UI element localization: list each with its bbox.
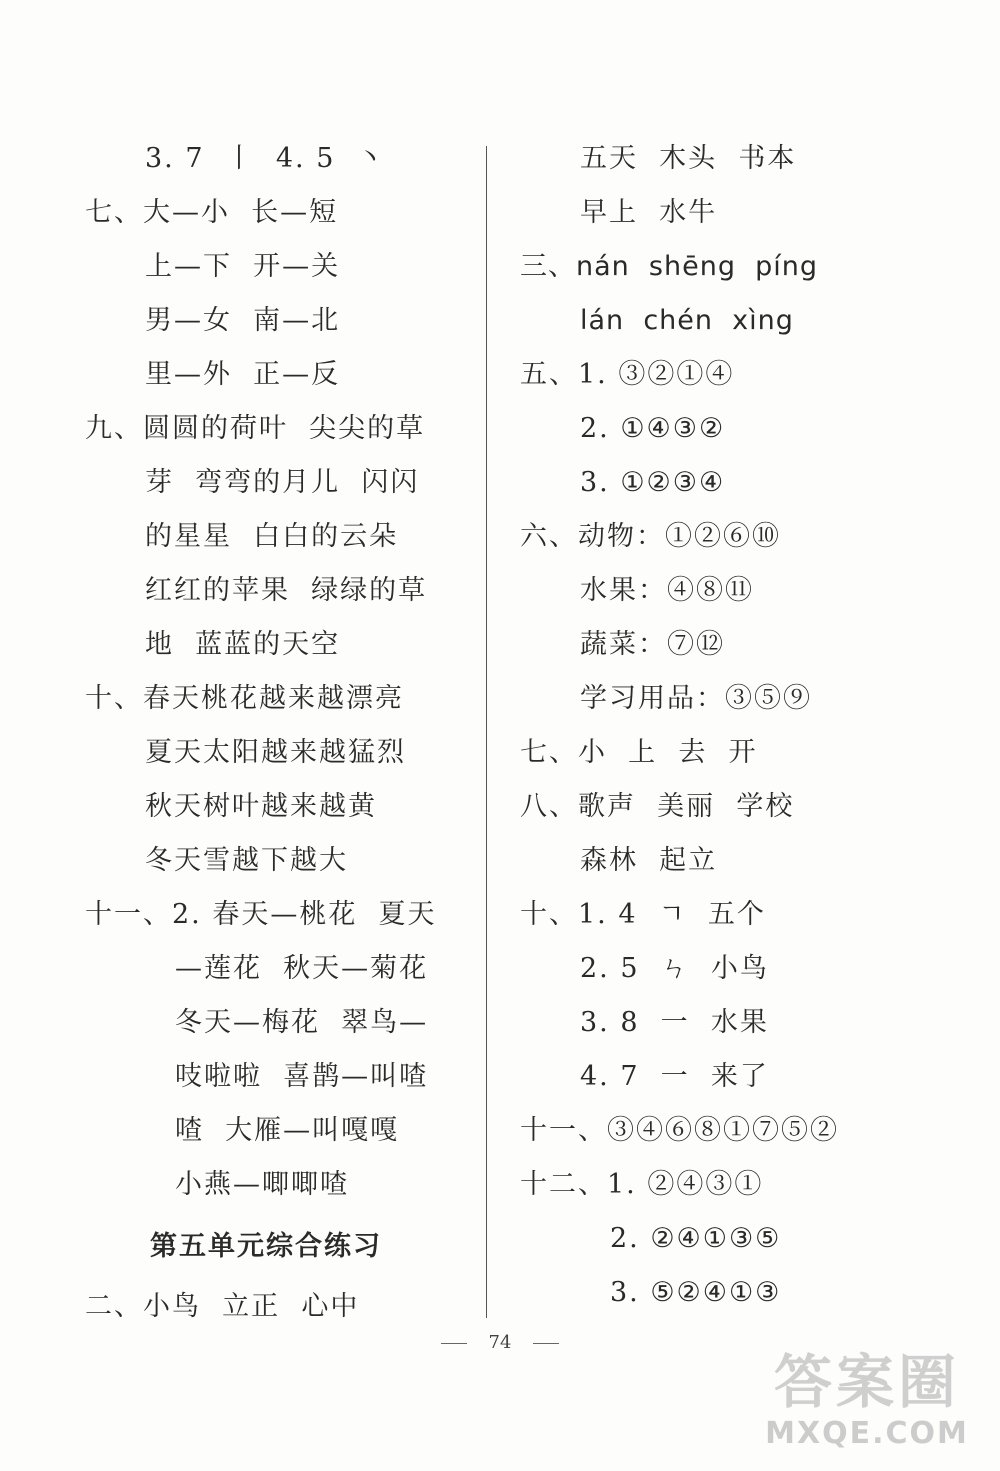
- section-heading: 第五单元综合练习: [150, 1231, 382, 1262]
- answer-line: 地 蓝蓝的天空: [145, 629, 341, 660]
- watermark-url: MXQE.COM: [765, 1416, 969, 1451]
- answer-line: 2. ②④①③⑤: [610, 1223, 782, 1254]
- answer-line: 夏天太阳越来越猛烈: [145, 737, 406, 768]
- column-divider: [486, 146, 487, 1318]
- answer-line: 喳 大雁—叫嘎嘎: [175, 1115, 400, 1146]
- answer-line: 十、春天桃花越来越漂亮: [85, 683, 404, 714]
- answer-line: 早上 水牛: [580, 197, 718, 228]
- answer-line: 的星星 白白的云朵: [145, 521, 399, 552]
- answer-line: 2. 5 ㄣ 小鸟: [580, 953, 769, 984]
- answer-line: 十一、③④⑥⑧①⑦⑤②: [520, 1115, 839, 1146]
- answer-line: 八、歌声 美丽 学校: [520, 791, 795, 822]
- answer-line: 森林 起立: [580, 845, 718, 876]
- answer-line: 冬天—梅花 翠鸟—: [175, 1007, 429, 1038]
- answer-line: 4. 7 一 来了: [580, 1061, 769, 1092]
- answer-line: 三、nán shēng píng: [520, 251, 819, 282]
- watermark: [752, 1347, 982, 1457]
- answer-line: 蔬菜：⑦⑫: [580, 629, 725, 660]
- page-number-dash: [533, 1343, 559, 1344]
- page-number-dash: [441, 1343, 467, 1344]
- answer-line: 3. 7 丨 4. 5 丶: [145, 143, 386, 174]
- answer-line: 九、圆圆的荷叶 尖尖的草: [85, 413, 426, 444]
- answer-line: 学习用品：③⑤⑨: [580, 683, 812, 714]
- answer-line: 男—女 南—北: [145, 305, 341, 336]
- answer-line: 吱啦啦 喜鹊—叫喳: [175, 1061, 429, 1092]
- answer-line: 上—下 开—关: [145, 251, 341, 282]
- answer-line: 二、小鸟 立正 心中: [85, 1291, 360, 1322]
- page-number-text: 74: [488, 1332, 512, 1353]
- answer-line: 十一、2. 春天—桃花 夏天: [85, 899, 437, 930]
- answer-line: 冬天雪越下越大: [145, 845, 348, 876]
- answer-line: 秋天树叶越来越黄: [145, 791, 377, 822]
- answer-line: 芽 弯弯的月儿 闪闪: [145, 467, 420, 498]
- answer-line: 小燕—唧唧喳: [175, 1169, 349, 1200]
- answer-line: 2. ①④③②: [580, 413, 726, 444]
- answer-line: 3. ①②③④: [580, 467, 726, 498]
- answer-line: 十、1. 4 ㄱ 五个: [520, 899, 766, 930]
- answer-line: 七、大—小 长—短: [85, 197, 339, 228]
- answer-line: 十二、1. ②④③①: [520, 1169, 764, 1200]
- answer-line: 五天 木头 书本: [580, 143, 797, 174]
- answer-line: lán chén xìng: [580, 305, 794, 336]
- answer-line: —莲花 秋天—菊花: [175, 953, 429, 984]
- answer-line: 五、1. ③②①④: [520, 359, 735, 390]
- answer-line: 红红的苹果 绿绿的草: [145, 575, 428, 606]
- answer-line: 水果：④⑧⑪: [580, 575, 754, 606]
- answer-line: 3. 8 一 水果: [580, 1007, 769, 1038]
- answer-line: 六、动物：①②⑥⑩: [520, 521, 781, 552]
- answer-line: 3. ⑤②④①③: [610, 1277, 782, 1308]
- watermark-logo-text: 答案圈: [773, 1348, 960, 1416]
- answer-line: 七、小 上 去 开: [520, 737, 758, 768]
- answer-line: 里—外 正—反: [145, 359, 341, 390]
